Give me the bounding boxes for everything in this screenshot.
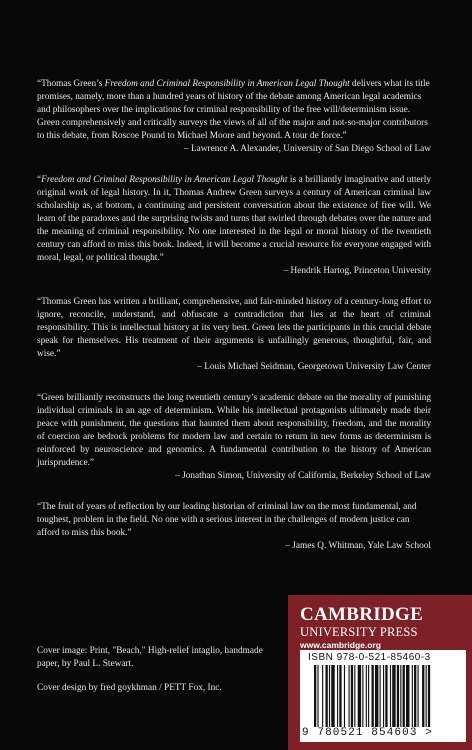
- quote-attribution: – Jonathan Simon, University of California, Berkeley School of Law: [175, 471, 431, 481]
- cover-image-credit: Cover image: Print, "Beach," High-relief intaglio, handmade paper, by Paul L. Stewart.: [37, 646, 263, 669]
- quote-attribution: – James Q. Whitman, Yale Law School: [285, 541, 431, 551]
- quote-text: “Green brilliantly reconstructs the long twentieth century’s academic debate on the morality of punishing individual criminals in an age of determinism. While his intellectual protagonists ultimately made their peace with punishment, the questions that haunted them about responsibility, freedom, and the morality of coercion are bedrock problems for modern law and certain to return in new forms as determinism is reinforced by neuroscience and genomics. A fundamental contribution to the history of American jurisprudence.”: [37, 393, 431, 468]
- book-title: Freedom and Criminal Responsibility in American Legal Thought: [104, 79, 350, 89]
- quote-lead: “: [37, 175, 42, 185]
- barcode-digits: 9 780521 854603 >: [302, 727, 433, 739]
- cover-design-credit: Cover design by fred goykhman / PETT Fox, Inc.: [37, 683, 222, 693]
- barcode-panel: [300, 650, 466, 742]
- endorsements: [37, 78, 431, 571]
- endorsement-hartog: [37, 174, 431, 278]
- quote-attribution: – Hendrik Hartog, Princeton University: [283, 266, 431, 276]
- publisher-logo: [300, 605, 472, 650]
- quote-text: is a brilliantly imaginative and utterly original work of legal history. In it, Thomas Andrew Green surveys a century of American criminal law scholarship as, at bottom, a continuing and persistent conversation about the existence of free will. We learn of the paradoxes and the surprising twists and turns that swirled through debates over the nature and the meaning of criminal responsibility. No one interested in the legal or moral history of the twentieth century can afford to miss this book. Indeed, it will become a crucial resource for everyone engaged with moral, legal, or political thought.”: [37, 175, 431, 263]
- endorsement-seidman: [37, 296, 431, 374]
- quote-lead: “Thomas Green’s: [37, 79, 105, 89]
- quote-text: delivers what its title promises, namely, more than a hundred years of history of the debate among American legal academics and philosophers over the implications for criminal responsibility of the free will/determinism issue. Green comprehensively and critically surveys the views of all of the major and not-so-major contributors to this debate, from Roscoe Pound to Michael Moore and beyond. A tour de force.”: [37, 79, 430, 141]
- publisher-press: UNIVERSITY PRESS: [300, 625, 418, 639]
- quote-attribution: – Louis Michael Seidman, Georgetown University Law Center: [197, 362, 431, 372]
- book-title: Freedom and Criminal Responsibility in American Legal Thought: [41, 175, 288, 185]
- endorsement-whitman: [37, 501, 431, 553]
- quote-text: “The fruit of years of reflection by our leading historian of criminal law on the most fundamental, and toughest, problem in the field. No one with a serious interest in the challenges of modern justice can afford to miss this book.”: [37, 502, 417, 538]
- barcode-icon: [314, 665, 462, 727]
- endorsement-simon: [37, 392, 431, 483]
- quote-text: “Thomas Green has written a brilliant, comprehensive, and fair-minded history of a century-long effort to ignore, reconcile, understand, and obfuscate a contradiction that lies at the heart of criminal responsibility. This is intellectual history at its very best. Green lets the participants in this crucial debate speak for themselves. His treatment of their arguments is unfailingly generous, thoughtful, fair, and wise.”: [37, 297, 431, 359]
- quote-attribution: – Lawrence A. Alexander, University of San Diego School of Law: [184, 144, 431, 154]
- cover-credits: [37, 645, 277, 707]
- publisher-name: CAMBRIDGE: [300, 604, 424, 625]
- publisher-url: www.cambridge.org: [300, 640, 381, 650]
- isbn-label: ISBN 978-0-521-85460-3: [308, 652, 431, 663]
- endorsement-alexander: [37, 78, 431, 156]
